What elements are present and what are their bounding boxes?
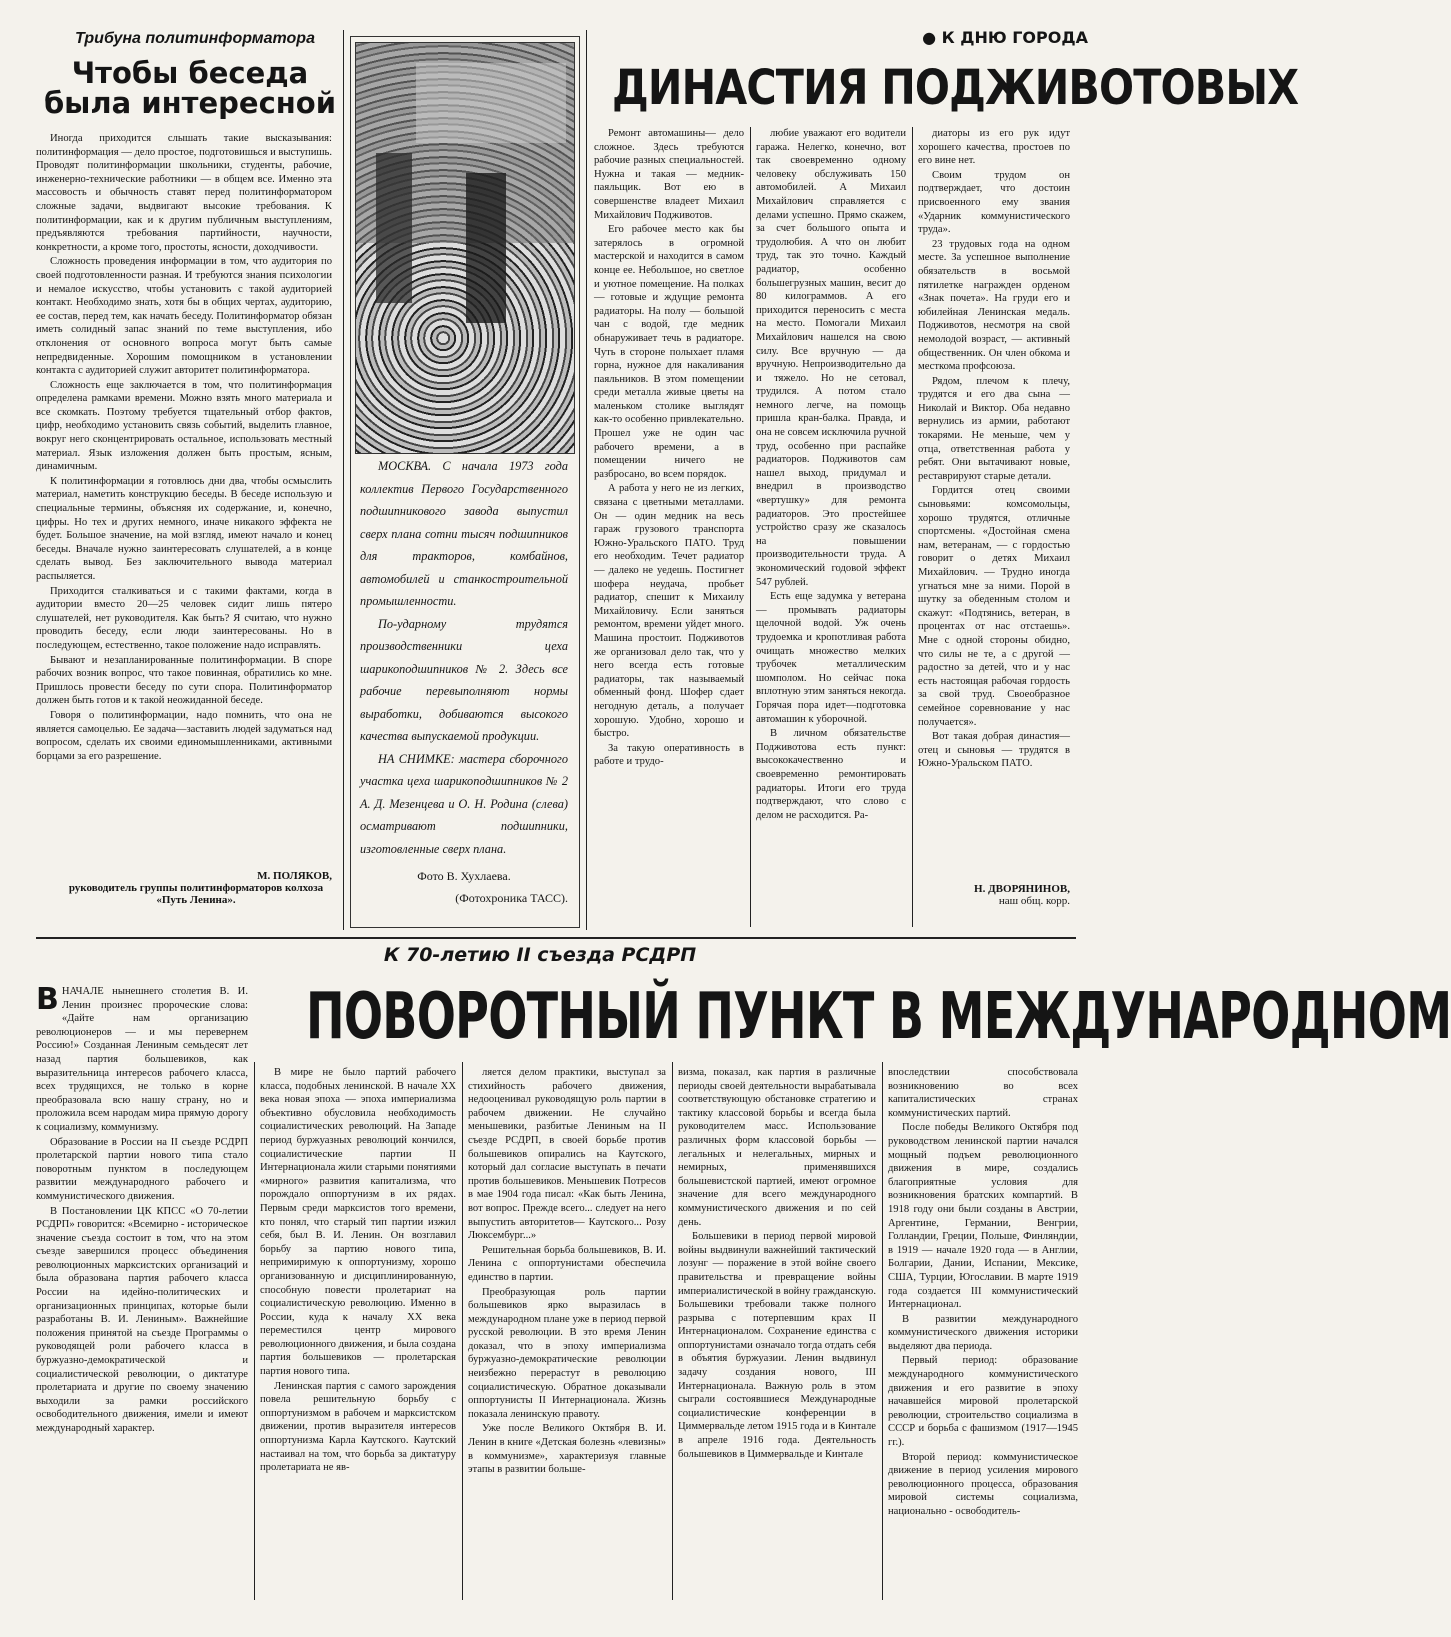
column-rule [462, 1062, 463, 1600]
paragraph: В мире не было партий рабочего класса, подобных ленинской. В начале XX века новая эпоха — эпоха империализма объективно обусловила необходимость социалистических революций. На Западе период буржуазных революций кончился, социалистические партии II Интернационала жили старыми понятиями «мирного» развития капитализма, что порождало оппортунизм в их рядах. Первым среди марксистов того времени, кто понял, что старый тип партии изжил себя, был В. И. Ленин. Он возглавил борьбу за партию нового типа, непримиримую к оппортунизму, хорошо организованную и дисциплинированную, способную повести пролетариат на социалистическую революцию. Именно в России, куда к началу XX века переместился центр мирового революционного движения, и была создана партия большевиков — пролетарская партия нового типа. [260, 1067, 456, 1378]
paragraph: Есть еще задумка у ветерана — промывать радиаторы щелочной водой. Уж очень трудоемка и кропотливая работа очищать множество мелких трубочек металлическим шомполом. Но сейчас пока вплотную этим заняться некогда. Горячая пора идет—подготовка автомашин к уборочной. [756, 591, 906, 725]
column-rule [586, 30, 587, 930]
paragraph: диаторы из его рук идут хорошего качества, простоев по его вине нет. [918, 128, 1070, 167]
paragraph: Сложность еще заключается в том, что политинформация определена рамками времени. Можно взять много материала и все скомкать. Поэтому требуется тщательный отбор фактов, цифр, необходимо установить связь событий, выделить главное, вокруг него сконцентрировать остальное, использовать местный материал. Язык изложения должен быть простым, ясным, динамичным. [36, 379, 332, 473]
paragraph: Большевики в период первой мировой войны выдвинули важнейший тактический лозунг — поражение в этой войне своего правительства и превращение войны империалистической в войну гражданскую. Большевики требовали также полного разрыва с потерпевшим крах II Интернационалом. Сохранение единства с оппортунистами означало тогда отдать себя в объятия буржуазии. Ленин выдвинул задачу создания нового, III Интернационала. Важную роль в этом сыграли состоявшиеся Международные социалистические конференции в Циммервальде летом 1915 года и в Кинтале в апреле 1916 года. Деятельность большевиков в Циммервальде и Кинтале [678, 1231, 876, 1460]
paragraph: К политинформации я готовлюсь дни два, чтобы осмыслить материал, наметить конструкцию беседы. В беседе использую и специальные термины, объясняя их содержание, и, конечно, цифры. Но тех и других немного, иначе никакого эффекта не будет. Большое значение, на мой взгляд, имеют начало и конец беседы. Вначале нужно заинтересовать слушателей, а в конце сделать вывод. Без заключительного вывода материал распыляется. [36, 475, 332, 582]
bottom-rubric: К 70-летию II съезда РСДРП [330, 944, 750, 966]
paragraph: впоследствии способствовала возникновению во всех капиталистических странах коммунистических партий. [888, 1067, 1078, 1119]
author-position: наш общ. корр. [998, 895, 1070, 907]
paragraph: Ленинская партия с самого зарождения повела решительную борьбу с оппортунизмом в рабочем и марксистском движении, против выразителя интересов оппортунизма Карла Каутского. Каутский настаивал на том, что борьба за диктатуру пролетариата не яв- [260, 1380, 456, 1474]
paragraph: Его рабочее место как бы затерялось в огромной мастерской и находится в самом конце ее. Небольшое, но светлое и уютное помещение. На полках — готовые и ждущие ремонта радиаторы. На полу — большой чан с водой, где медник обнаруживает течь в радиаторе. Чуть в стороне полыхает пламя горна, нужное для накаливания паяльников. В этом помещении среди металла живые цветы на маленьком столике выглядят как-то особенно привлекательно. Прошел уже не один час рабочего времени, а в помещении ничего не разбросано, во всем порядок. [594, 224, 744, 480]
bottom-article-col2 [260, 1066, 456, 1600]
paragraph: Сложность проведения информации в том, что аудитория по своей подготовленности разная. И требуются знания психологии и немалое искусство, чтобы установить с такой аудиторией контакт. Необходимо знать, хотя бы в общих чертах, аудиторию, ее состав, перед тем, как начать беседу. Политинформатор обязан иметь солидный запас знаний по теме выступления, ибо отклонения от основного вопроса могут быть самые непредвиденные. Хорошим помощником в установлении контакта с аудиторией служит авторитет политинформатора. [36, 256, 332, 377]
paragraph: Говоря о политинформации, надо помнить, что она не является самоцелью. Ее задача—заставить людей задуматься над вопросом, сделать их своими единомышленниками, активными борцами за его разрешение. [36, 709, 332, 762]
bottom-article-col1 [36, 982, 248, 1600]
photo-caption [360, 455, 568, 855]
paragraph: После победы Великого Октября под руководством ленинской партии начался мощный подъем революционного движения в мире, создались благоприятные условия для возникновения братских компартий. В 1918 году они были созданы в Австрии, Аргентине, Германии, Венгрии, Голландии, Греции, Польше, Финляндии, в 1919 — начале 1920 года — в Англии, Болгарии, Дании, Испании, Мексике, США, Турции, Югославии. В марте 1919 года создается III коммунистический Интернационал. [888, 1122, 1078, 1311]
dropcap: В [36, 982, 59, 1017]
right-author [918, 883, 1070, 907]
column-rule [672, 1062, 673, 1600]
paragraph: Уже после Великого Октября В. И. Ленин в книге «Детская болезнь «левизны» в коммунизме», характеризуя главные этапы в развитии больше- [468, 1423, 666, 1476]
factory-photo [355, 42, 575, 454]
left-author [60, 870, 332, 906]
right-article-col2 [756, 127, 906, 927]
paragraph: Приходится сталкиваться и с такими фактами, когда в аудитории вместо 20—25 человек сидит лишь пятеро слушателей, нет руководителя. Как быть? Я считаю, что нужно проводить беседу, если люди заинтересованы. Но в последующем, естественно, такое положение надо исправлять. [36, 585, 332, 651]
column-rule [882, 1062, 883, 1600]
caption-paragraph: НА СНИМКЕ: мастера сборочного участка цеха шарикоподшипников № 2 А. Д. Мезенцева и О. Н. Родина (слева) осматривают подшипники, изготовленные сверх плана. [360, 751, 568, 856]
right-article-col1 [594, 127, 744, 927]
author-position: руководитель группы политинформаторов колхоза «Путь Ленина». [68, 882, 324, 906]
credit-agency: (Фотохроника ТАСС). [455, 891, 568, 905]
section-rule [36, 937, 1076, 939]
paragraph: Бывают и незапланированные политинформации. В споре рабочих возник вопрос, что такое повинная, обратились ко мне. Пришлось провести беседу по сути спора. Политинформатор должен быть готов и к такой неожиданной беседе. [36, 654, 332, 707]
paragraph: Образование в России на II съезде РСДРП пролетарской партии нового типа стало поворотным пунктом в последующем развитии международного рабочего и коммунистического движения. [36, 1136, 248, 1202]
paragraph: Рядом, плечом к плечу, трудятся и его два сына — Николай и Виктор. Оба недавно вернулись из армии, работают токарями. Не меньше, чем у отца, ответственная работа у ребят. Они вытачивают новые, реставрируют старые детали. [918, 375, 1070, 482]
paragraph: Вот такая добрая династия—отец и сыновья — трудятся в Южно-Уральском ПАТО. [918, 731, 1070, 770]
author-name: Н. ДВОРЯНИНОВ, [974, 883, 1070, 895]
paragraph: Ремонт автомашины— дело сложное. Здесь требуются рабочие разных специальностей. Нужна и такая — медник-паяльщик. Вот ею в совершенстве владеет Михаил Михайлович Подживотов. [594, 128, 744, 221]
paragraph: визма, показал, как партия в различные периоды своей деятельности вырабатывала соответствующую обстановке стратегию и тактику классовой борьбы и всегда была руководителем масс. Использование различных форм классовой борьбы — легальных и нелегальных, мирных и немирных, применявшихся большевистской партией, имеют огромное значение для всего международного коммунистического движения и по сей день. [678, 1067, 876, 1228]
left-article-title [40, 58, 340, 119]
bottom-article-col4 [678, 1066, 876, 1600]
paragraph: Второй период: коммунистическое движение в период усиления мирового революционного процесса, образования мировой системы социализма, национально - освободитель- [888, 1451, 1078, 1517]
left-article-body [36, 132, 332, 902]
photo-shading [356, 43, 574, 453]
paragraph: Первый период: образование международного коммунистического движения и его развитие в эпоху начавшейся мировой пролетарской революции, строительство социализма в СССР и борьба с фашизмом (1917—1945 гг.). [888, 1355, 1078, 1449]
left-rubric: Трибуна политинформатора [75, 30, 315, 47]
right-article-col3 [918, 127, 1070, 877]
paragraph: НАЧАЛЕ нынешнего столетия В. И. Ленин произнес пророческие слова: «Дайте нам организацию революционеров — и мы перевернем Россию!» Созданная Лениным семьдесят лет назад партия большевиков, как выразительница интересов рабочего класса, всех трудящихся, не только в корне преобразовала всю нашу страну, но и проложила всем народам мира прямую дорогу к социализму, коммунизму. [36, 986, 248, 1133]
paragraph: В личном обязательстве Подживотова есть пункт: высококачественно и своевременно ремонтировать радиаторы. Итоги его труда подтверждают, что слово с делом не расходится. Ра- [756, 728, 906, 821]
paragraph: Гордится отец своими сыновьями: комсомольцы, хорошо трудятся, отличные спортсмены. «Достойная смена нам, ветеранам, — с гордостью говорит о детях Михаил Михайлович. — Трудно иногда угнаться мне за ними. Порой в шутку за обеденным столом и скажут: «Подтянись, ветеран, в процентах от нас отстаешь». Мне с одной стороны обидно, что силы не те, а с другой — радостно за детей, что и у нас есть настоящая рабочая гордость за свой труд. Своеобразное семейное соревнование у нас получается». [918, 485, 1070, 728]
column-rule [254, 1062, 255, 1600]
right-rubric: ● К ДНЮ ГОРОДА [922, 28, 1088, 47]
paragraph: ляется делом практики, выступал за стихийность рабочего движения, недооценивал руководящую роль партии в рабочем движении. Не случайно меньшевики, разбитые Лениным на II съезде РСДРП, в своей борьбе против большевиков опирались на Каутского, который дал согласие выступать в печати против большевиков. Меньшевик Потресов в мае 1904 года писал: «Как быть Ленина, вот вопрос. Прежде всего... следует на него выпустить авторитетов— Каутского... Розу Люксембург...» [468, 1067, 666, 1242]
paragraph: В развитии международного коммунистического движения историки выделяют два периода. [888, 1313, 1078, 1352]
column-rule [750, 127, 751, 927]
paragraph: Решительная борьба большевиков, В. И. Ленина с оппортунистами обеспечила единство в партии. [468, 1244, 666, 1283]
paragraph: Преобразующая роль партии большевиков ярко выразилась в международном плане уже в период первой русской революции. В это время Ленин доказал, что в эпоху империализма буржуазно-демократические революции неизбежно перерастут в революцию социалистическую. Обратное доказывали оппортунисты II Интернационала. Жизнь показала ленинскую правоту. [468, 1286, 666, 1420]
bottom-article-col3 [468, 1066, 666, 1600]
column-rule [343, 30, 344, 930]
credit-photographer: Фото В. Хухлаева. [417, 869, 511, 883]
paragraph: За такую оперативность в работе и трудо- [594, 742, 744, 768]
bottom-article-col5 [888, 1066, 1078, 1600]
photo-credit [360, 865, 568, 909]
paragraph: А работа у него не из легких, связана с цветными металлами. Он — один медник на весь гараж грузового транспорта Южно-Уральского ПАТО. Труд его необходим. Течет радиатор — далеко не уедешь. Постигнет шофера неудача, пробьет радиатор, спешит к Михаилу Михайловичу. Если заняться ремонтом, времени уйдет много. Машина простоит. Подживотов же организовал дело так, что у него всегда есть готовые радиаторы, так называемый обменный фонд. Шофер сдает негодную деталь, а получает хорошую. Удобно, хорошо и быстро. [594, 483, 744, 740]
left-title-line1: Чтобы беседа [71, 56, 309, 90]
paragraph: 23 трудовых года на одном месте. За успешное выполнение обязательств в восьмой пятилетке награжден орденом «Знак почета». На груди его и юбилейная Ленинская медаль. Подживотов, несмотря на свой немолодой возраст, — активный общественник. Он член обкома и месткома профсоюза. [918, 238, 1070, 373]
right-article-title: ДИНАСТИЯ ПОДЖИВОТОВЫХ [612, 60, 1299, 116]
author-name: М. ПОЛЯКОВ, [257, 870, 332, 882]
caption-paragraph: МОСКВА. С начала 1973 года коллектив Первого Государственного подшипникового завода выпустил сверх плана сотни тысяч подшипников для тракторов, комбайнов, автомобилей и станкостроительной промышленности. [360, 459, 568, 608]
caption-paragraph: По-ударному трудятся производственники цеха шарикоподшипников № 2. Здесь все рабочие перевыполняют нормы выработки, добиваются высокого качества выпускаемой продукции. [360, 616, 568, 743]
left-title-line2: была интересной [43, 86, 337, 121]
column-rule [912, 127, 913, 927]
paragraph: В Постановлении ЦК КПСС «О 70-летии РСДРП» говорится: «Всемирно - историческое значение съезда состоит в том, что на этом съезде завершился процесс объединения революционных марксистских организаций и была образована партия рабочего класса России на идейно-политических и организационных принципах, которые были разработаны В. И. Лениным». Важнейшие положения принятой на съезде Программы о руководящей роли рабочего класса в буржуазно-демократической и социалистической революции, о диктатуре пролетариата и другие по своему значению выходили за рамки российского освободительного движения, имели и имеют международный характер. [36, 1205, 248, 1434]
paragraph: Своим трудом он подтверждает, что достоин присвоенного ему звания «Ударник коммунистического труда». [918, 169, 1070, 236]
paragraph: Иногда приходится слышать такие высказывания: политинформация — дело простое, подготовишься и выступишь. Проводят политинформации школьники, студенты, рабочие, инженерно-технические работники — в общем все. Именно эта массовость и обычность ставят перед политинформатором сложные задачи, выдвигают высокие требования. К политинформации, как и к другим публичным выступлениям, предъявляются требования партийности, научности, конкретности, а кроме того, простоты, ясности, доходчивости. [36, 133, 332, 253]
paragraph: любие уважают его водители гаража. Нелегко, конечно, вот так своевременно одному человеку обслуживать 150 автомобилей. А Михаил Михайлович справляется с делами успешно. Прямо скажем, за счет большого опыта и трудолюбия. А что он любит труд, так это точно. Каждый радиатор, особенно большегрузных машин, весит до 80 килограммов. А его приходится переносить с места на место. Помогали Михаил Михайлович нашелся на свою силу. Все вручную — да вручную. Непроизводительно да и тяжело. Но не сетовал, трудился. А потом стало немного легче, на помощь пришла кран-балка. Правда, и она не совсем исключила ручной труд, особенно при распайке радиаторов. Подживотов сам нашел выход, придумал и внедрил в производство «вертушку» для ремонта радиаторов. Это простейшее устройство сразу же сказалось на повышении производительности труда. А экономический годовой эффект 547 рублей. [756, 128, 906, 588]
bottom-article-title: ПОВОРОТНЫЙ ПУНКТ В МЕЖДУНАРОДНОМ [306, 980, 1451, 1054]
